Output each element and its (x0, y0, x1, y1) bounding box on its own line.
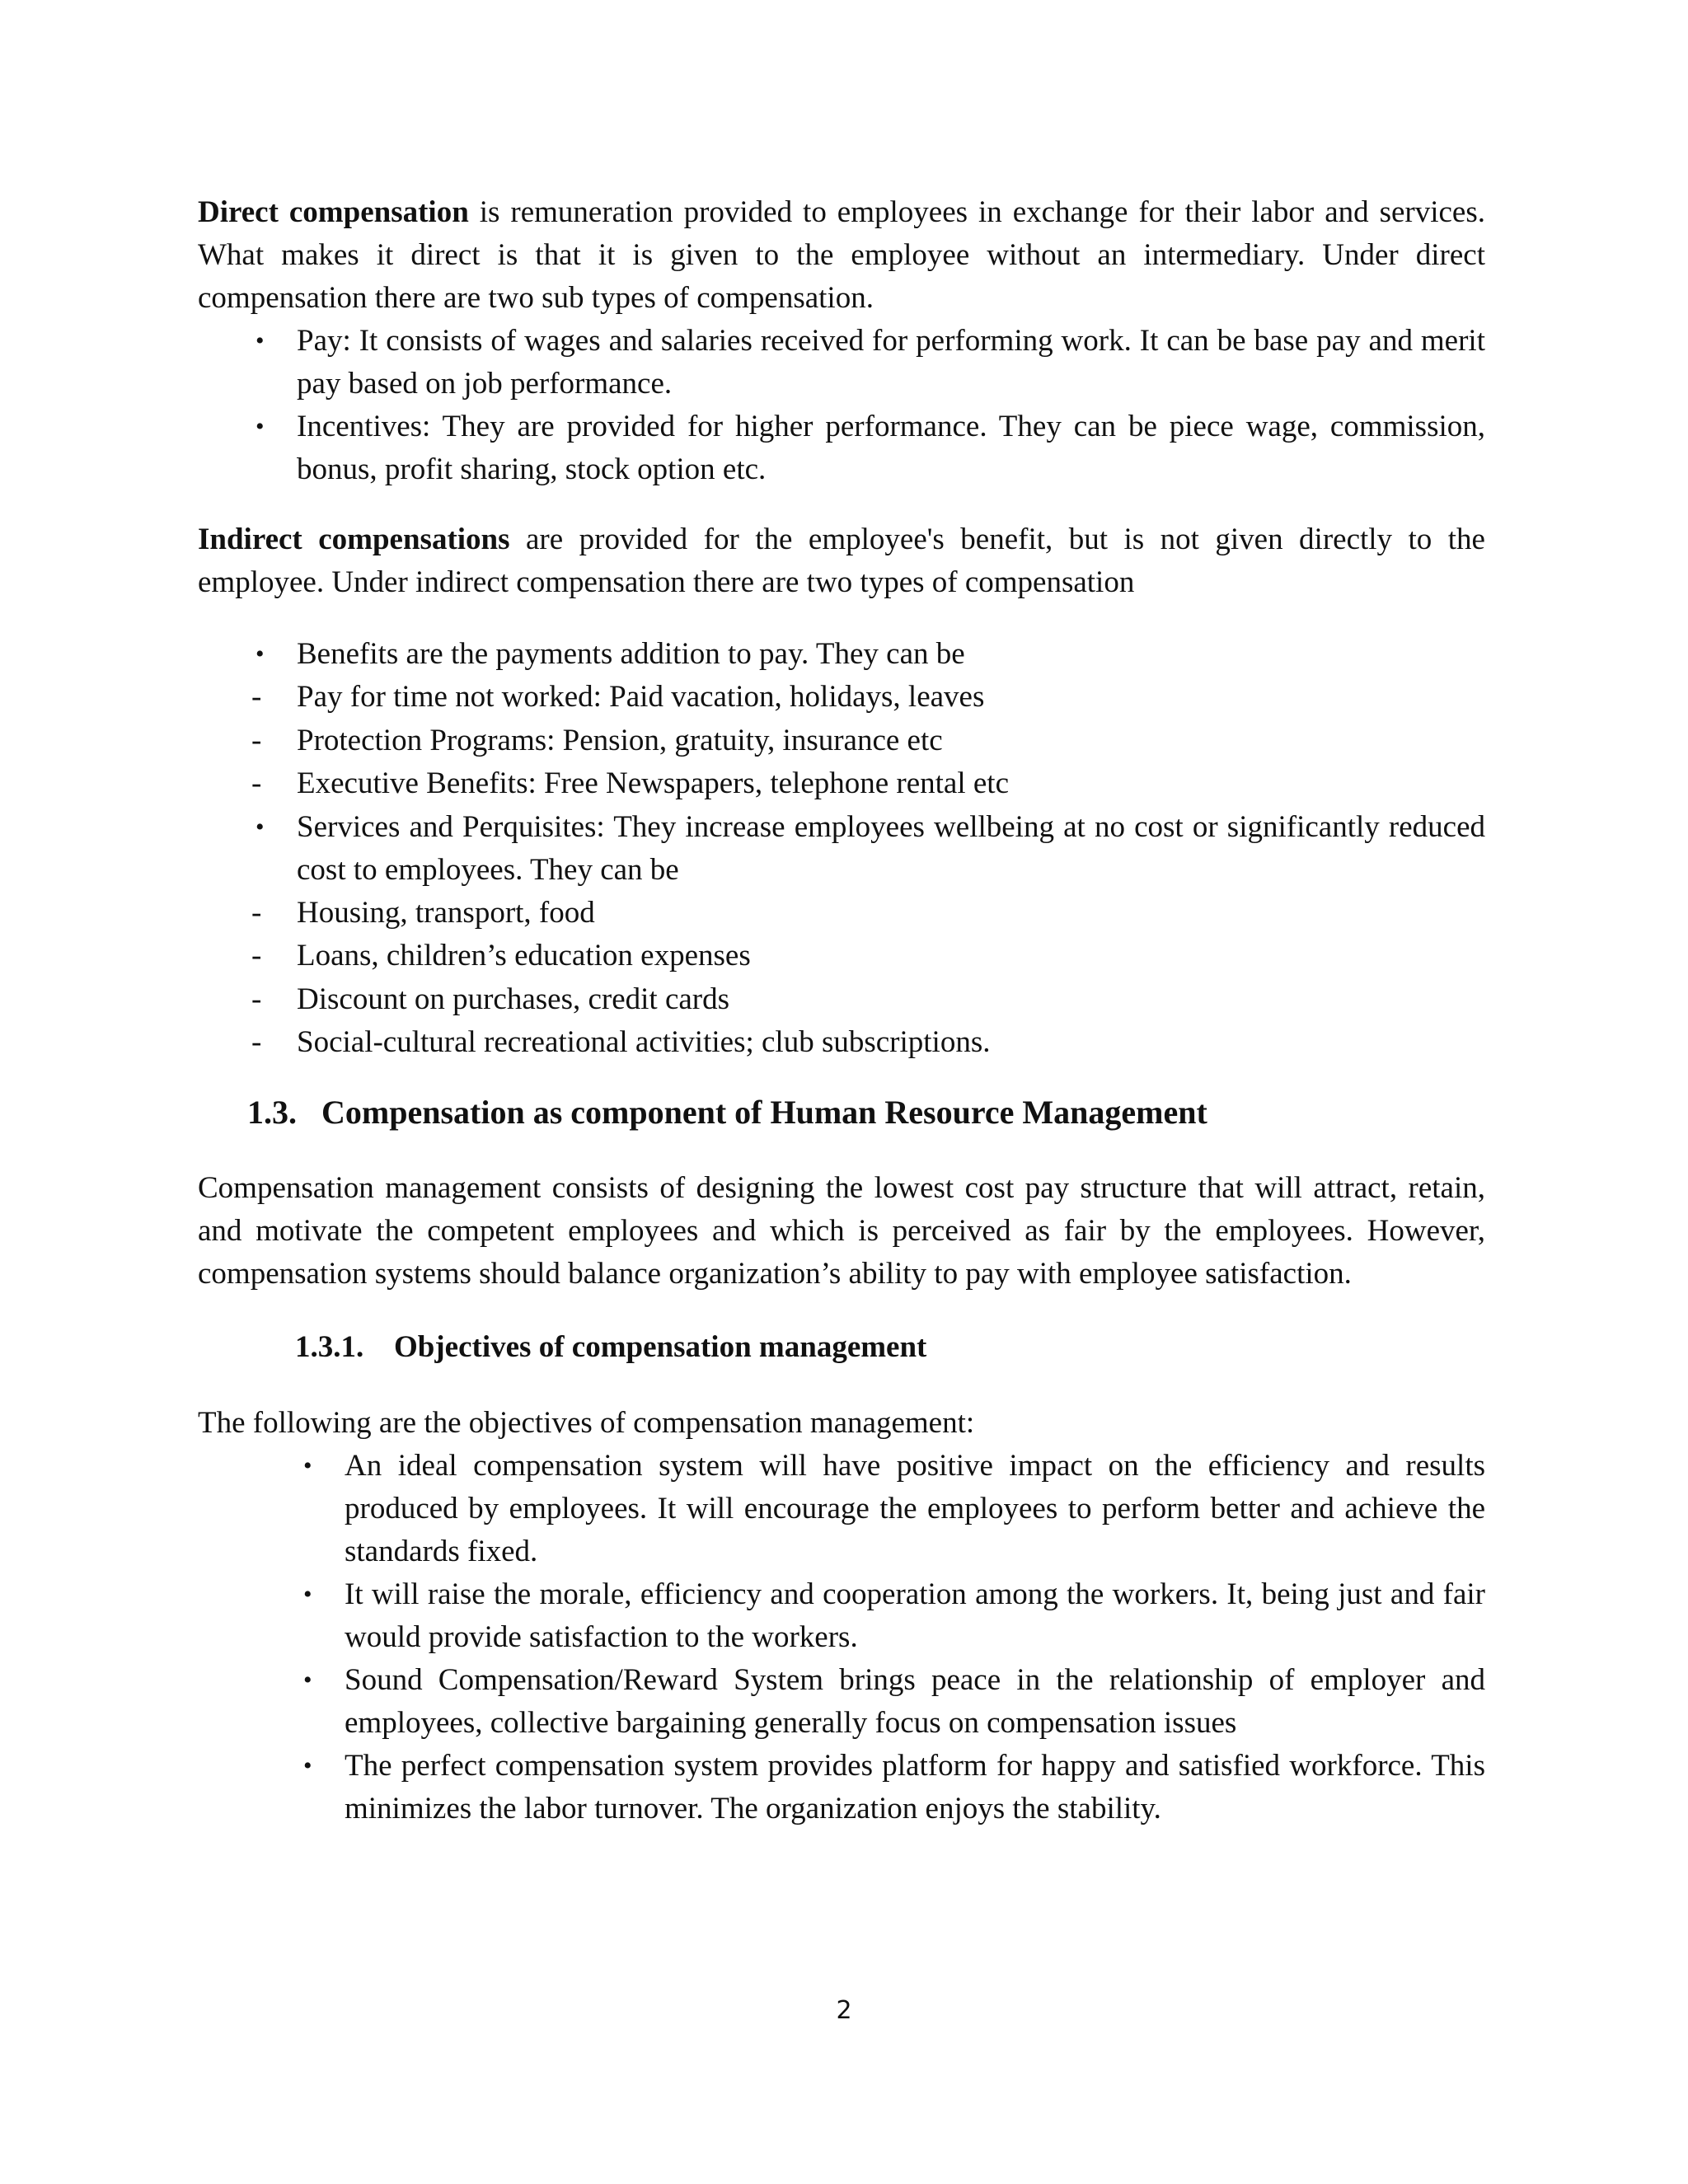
bullet-icon: • (256, 413, 265, 440)
bullet-icon: • (303, 1580, 312, 1608)
list-item (256, 405, 1485, 491)
bullet-icon: • (303, 1751, 312, 1779)
document-page (198, 191, 1485, 1830)
list-item-benefits (251, 633, 1485, 806)
objectives-list (303, 1445, 1485, 1830)
sublist-item (198, 676, 1485, 719)
list-item-text: Sound Compensation/Reward System brings peace in the relationship of employer and employees, collective bargaining generally focus on compensation issues (345, 1662, 1485, 1740)
section-paragraph: Compensation management consists of designing the lowest cost pay structure that will attract, retain, and motivate the competent employees and which is perceived as fair by the employees. However, compensation systems should balance organization’s ability to pay with employee satisfaction. (198, 1170, 1485, 1291)
sublist-item (198, 719, 1485, 763)
list-item-services (251, 806, 1485, 1065)
dash-icon: - (251, 723, 262, 757)
list-item-text: The perfect compensation system provides platform for happy and satisfied workforce. This minimizes the labor turnover. The organization enjoys the stability. (345, 1748, 1485, 1825)
subsection-title: Objectives of compensation management (394, 1329, 927, 1364)
sublist-item-text: Social-cultural recreational activities; club subscriptions. (297, 1025, 991, 1059)
list-item (303, 1745, 1485, 1830)
direct-compensation-list (256, 320, 1485, 491)
direct-compensation-term: Direct compensation (198, 195, 469, 229)
list-item-text: An ideal compensation system will have positive impact on the efficiency and results produced by employees. It will encourage the employees to perform better and achieve the standards fixed. (345, 1448, 1485, 1568)
bullet-icon: • (256, 640, 265, 668)
sublist-item (198, 892, 1485, 935)
objectives-intro: The following are the objectives of compensation management: (198, 1405, 975, 1440)
sublist-item-text: Loans, children’s education expenses (297, 939, 751, 972)
indirect-compensation-term: Indirect compensations (198, 523, 510, 556)
indirect-compensation-text: are provided for the employee's benefit, but is not given directly to the employee. Under indirect compensation there are two types of compensation (198, 523, 1485, 599)
dash-icon: - (251, 895, 262, 930)
bullet-icon: • (256, 327, 265, 354)
sublist-item-text: Housing, transport, food (297, 895, 595, 930)
sublist-item (198, 1021, 1485, 1065)
sublist-item (198, 978, 1485, 1022)
list-item (303, 1659, 1485, 1745)
direct-compensation-text: is remuneration provided to employees in exchange for their labor and services. What makes it direct is that it is given to the employee without an intermediary. Under direct compensation there are two sub types of compensation. (198, 195, 1485, 315)
list-item (303, 1573, 1485, 1659)
list-item-text: Services and Perquisites: They increase employees wellbeing at no cost or significantly reduced cost to employees. They can be (297, 809, 1485, 887)
bullet-icon: • (303, 1666, 312, 1694)
list-item (303, 1445, 1485, 1573)
subsection-heading (198, 1326, 1485, 1369)
dash-icon: - (251, 939, 262, 972)
bullet-icon: • (256, 813, 265, 841)
section-title: Compensation as component of Human Resource Management (321, 1093, 1207, 1131)
list-item-text: Pay: It consists of wages and salaries received for performing work. It can be base pay and merit pay based on job performance. (297, 324, 1485, 401)
dash-icon: - (251, 982, 262, 1016)
sublist-item (198, 935, 1485, 978)
direct-compensation-paragraph (198, 191, 1485, 320)
sublist-item-text: Discount on purchases, credit cards (297, 982, 730, 1016)
sublist-item-text: Pay for time not worked: Paid vacation, holidays, leaves (297, 680, 985, 714)
page-number: 2 (836, 1996, 852, 2025)
sublist-item (198, 762, 1485, 806)
list-item-text: It will raise the morale, efficiency and cooperation among the workers. It, being just and fair would provide satisfaction to the workers. (345, 1577, 1485, 1654)
dash-icon: - (251, 766, 262, 800)
list-item-text: Benefits are the payments addition to pay. They can be (297, 637, 965, 671)
indirect-compensation-list (251, 633, 1485, 1065)
list-item (256, 320, 1485, 405)
services-sublist (198, 892, 1485, 1065)
section-heading (198, 1091, 1485, 1134)
dash-icon: - (251, 680, 262, 714)
indirect-compensation-paragraph (198, 518, 1485, 604)
bullet-icon: • (303, 1451, 312, 1479)
list-item-text: Incentives: They are provided for higher performance. They can be piece wage, commission, bonus, profit sharing, stock option etc. (297, 410, 1485, 486)
dash-icon: - (251, 1025, 262, 1059)
sublist-item-text: Executive Benefits: Free Newspapers, telephone rental etc (297, 766, 1010, 800)
sublist-item-text: Protection Programs: Pension, gratuity, insurance etc (297, 723, 943, 757)
benefits-sublist (198, 676, 1485, 806)
subsection-number: 1.3.1. (295, 1329, 364, 1364)
section-number: 1.3. (247, 1093, 297, 1131)
